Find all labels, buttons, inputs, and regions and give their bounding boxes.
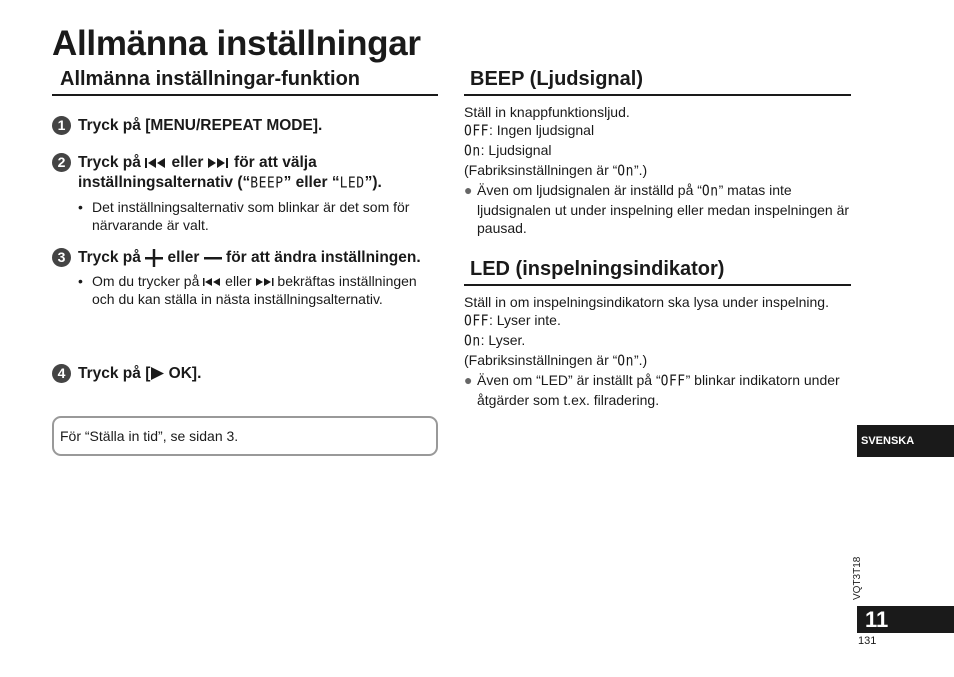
led-off-option: OFF: Lyser inte.	[464, 311, 851, 331]
model-code: VQT3T18	[852, 556, 863, 600]
minus-icon	[204, 253, 222, 263]
left-section	[52, 68, 438, 96]
beep-default: (Fabriksinställningen är “On”.)	[464, 162, 648, 181]
off-display-code: OFF	[464, 312, 489, 331]
plus-icon	[145, 249, 163, 267]
led-heading: LED (inspelningsindikator)	[464, 258, 851, 286]
beep-intro: Ställ in knappfunktionsljud.	[464, 104, 630, 120]
page-number-tab: 11	[857, 606, 954, 633]
skip-forward-icon	[256, 278, 274, 286]
beep-display-code: BEEP	[250, 174, 284, 193]
step-number: 3	[52, 248, 71, 267]
page-title: Allmänna inställningar	[52, 24, 421, 63]
led-intro: Ställ in om inspelningsindikatorn ska lysa under inspelning.	[464, 294, 829, 310]
on-display-code: On	[464, 142, 481, 161]
step-3	[52, 248, 438, 308]
step-number: 1	[52, 116, 71, 135]
reference-box	[52, 416, 438, 456]
beep-on-option: On: Ljudsignal	[464, 141, 851, 161]
page-total: 131	[858, 635, 877, 647]
step-note: • Om du trycker på eller bekräftas inställningen och du kan ställa in nästa inställningsalternativ.	[78, 273, 417, 307]
on-display-code: On	[464, 332, 481, 351]
reference-text: För “Ställa in tid”, se sidan 3.	[60, 428, 239, 444]
skip-back-icon	[145, 158, 167, 168]
led-default: (Fabriksinställningen är “On”.)	[464, 352, 648, 371]
led-note: ● Även om “LED” är inställt på “OFF” blinkar indikatorn under åtgärder som t.ex. filradering.	[464, 372, 840, 408]
step-2	[52, 153, 438, 234]
step-number: 2	[52, 153, 71, 172]
step-text: Tryck på [ OK].	[78, 365, 202, 382]
step-number: 4	[52, 364, 71, 383]
skip-forward-icon	[208, 158, 230, 168]
led-display-code: LED	[339, 174, 365, 193]
beep-off-option: OFF: Ingen ljudsignal	[464, 121, 851, 141]
step-text: Tryck på eller för att välja inställningsalternativ (“BEEP” eller “LED”).	[78, 153, 438, 194]
skip-back-icon	[203, 278, 221, 286]
play-icon	[150, 367, 164, 380]
step-4	[52, 364, 438, 384]
left-heading: Allmänna inställningar-funktion	[52, 68, 438, 96]
led-section	[464, 258, 851, 409]
beep-heading: BEEP (Ljudsignal)	[464, 68, 851, 96]
step-text: Tryck på eller för att ändra inställningen.	[78, 249, 421, 266]
beep-note: ● Även om ljudsignalen är inställd på “On” matas inte ljudsignalen ut under inspelning eller medan inspelningen är pausad.	[464, 182, 850, 236]
led-on-option: On: Lyser.	[464, 331, 851, 351]
step-text: Tryck på [MENU/REPEAT MODE].	[78, 117, 323, 134]
language-tab: SVENSKA	[857, 425, 954, 457]
off-display-code: OFF	[464, 122, 489, 141]
step-1	[52, 116, 438, 136]
beep-section	[464, 68, 851, 237]
step-note: • Det inställningsalternativ som blinkar är det som för närvarande är valt.	[78, 199, 410, 233]
